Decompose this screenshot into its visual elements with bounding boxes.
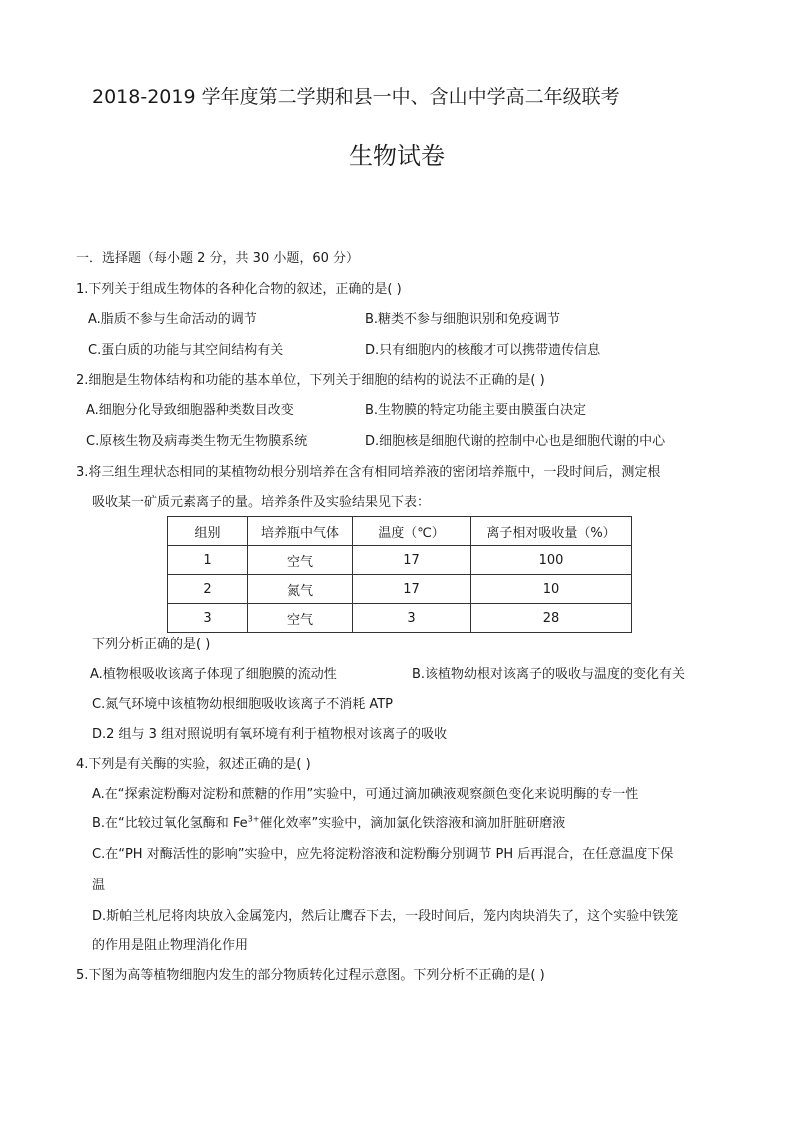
question-2-stem: 2.细胞是生物体结构和功能的基本单位，下列关于细胞的结构的说法不正确的是( )	[76, 373, 545, 388]
table-row	[168, 604, 632, 633]
question-3-option-c: C.氮气环境中该植物幼根细胞吸收该离子不消耗 ATP	[92, 697, 394, 712]
question-4-option-b	[92, 815, 565, 833]
question-4-option-c-line-1: C.在“PH 对酶活性的影响”实验中，应先将淀粉溶液和淀粉酶分别调节 PH 后再混合，在任意温度下保	[92, 847, 674, 862]
section-heading: 一．选择题（每小题 2 分，共 30 小题，60 分）	[76, 251, 360, 266]
table-header-row	[168, 517, 632, 546]
table-cell: 17	[353, 546, 471, 575]
question-4-option-a: A.在“探索淀粉酶对淀粉和蔗糖的作用”实验中，可通过滴加碘液观察颜色变化来说明酶的专一性	[92, 787, 639, 802]
question-1-option-d: D.只有细胞内的核酸才可以携带遗传信息	[365, 343, 601, 358]
table-row	[168, 546, 632, 575]
table-header-cell: 温度（℃）	[353, 517, 471, 546]
table-cell: 100	[471, 546, 632, 575]
table-cell: 1	[168, 546, 248, 575]
table-cell: 空气	[248, 604, 353, 633]
question-2-option-d: D.细胞核是细胞代谢的控制中心也是细胞代谢的中心	[365, 434, 666, 449]
exam-title: 2018-2019 学年度第二学期和县一中、含山中学高二年级联考	[92, 86, 620, 108]
question-3-stem-line-2: 吸收某一矿质元素离子的量。培养条件及实验结果见下表：	[92, 495, 431, 510]
table-cell: 28	[471, 604, 632, 633]
table-cell: 2	[168, 575, 248, 604]
question-4-option-d-line-1: D.斯帕兰札尼将肉块放入金属笼内，然后让鹰吞下去，一段时间后，笼内肉块消失了，这个实验中铁笼	[92, 909, 679, 924]
question-1-option-c: C.蛋白质的功能与其空间结构有关	[88, 343, 284, 358]
table-cell: 氮气	[248, 575, 353, 604]
question-1-stem: 1.下列关于组成生物体的各种化合物的叙述，正确的是( )	[76, 282, 402, 297]
table-header-cell: 培养瓶中气体	[248, 517, 353, 546]
table-header-cell: 组别	[168, 517, 248, 546]
question-4-option-c-line-2: 温	[92, 878, 106, 893]
paper-title: 生物试卷	[349, 142, 445, 170]
table-header-cell: 离子相对吸收量（%）	[471, 517, 632, 546]
table-cell: 3	[168, 604, 248, 633]
question-2-option-a: A.细胞分化导致细胞器种类数目改变	[86, 403, 294, 418]
question-3-option-a: A.植物根吸收该离子体现了细胞膜的流动性	[90, 667, 337, 682]
question-4-stem: 4.下列是有关酶的实验，叙述正确的是( )	[76, 757, 311, 772]
table-cell: 17	[353, 575, 471, 604]
table-cell: 10	[471, 575, 632, 604]
question-2-option-c: C.原核生物及病毒类生物无生物膜系统	[86, 434, 308, 449]
question-1-option-b: B.糖类不参与细胞识别和免疫调节	[365, 312, 561, 327]
question-3-option-d: D.2 组与 3 组对照说明有氧环境有利于植物根对该离子的吸收	[92, 727, 448, 742]
question-3-option-b: B.该植物幼根对该离子的吸收与温度的变化有关	[412, 667, 686, 682]
table-cell: 3	[353, 604, 471, 633]
question-3-stem-line-1: 3.将三组生理状态相同的某植物幼根分别培养在含有相同培养液的密闭培养瓶中，一段时间后，测定根	[76, 465, 661, 480]
question-5-stem: 5.下图为高等植物细胞内发生的部分物质转化过程示意图。下列分析不正确的是( )	[76, 968, 545, 983]
question-4-option-b-part-1: B.在“比较过氧化氢酶和 Fe	[92, 816, 248, 831]
question-4-option-d-line-2: 的作用是阻止物理消化作用	[92, 938, 249, 953]
results-table	[167, 516, 632, 633]
ferric-ion-charge: 3+	[247, 814, 260, 824]
question-3-prompt: 下列分析正确的是( )	[92, 637, 211, 652]
table-row	[168, 575, 632, 604]
question-4-option-b-part-2: 催化效率”实验中，滴加氯化铁溶液和滴加肝脏研磨液	[259, 816, 566, 831]
question-1-option-a: A.脂质不参与生命活动的调节	[88, 312, 257, 327]
question-2-option-b: B.生物膜的特定功能主要由膜蛋白决定	[365, 403, 587, 418]
table-cell: 空气	[248, 546, 353, 575]
